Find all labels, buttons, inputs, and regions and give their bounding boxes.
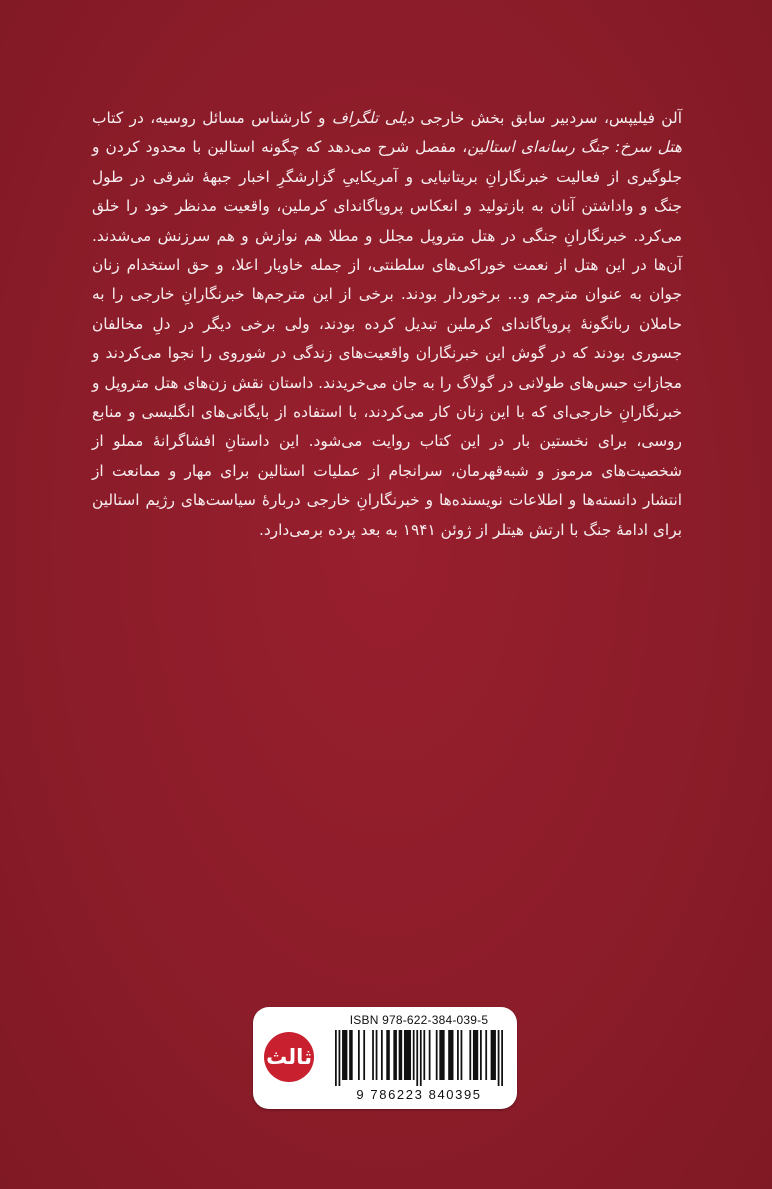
barcode-bar <box>473 1030 478 1080</box>
blurb-part-3: ، مفصل شرح می‌دهد که چگونه استالین با محدود کردن و جلوگیری از فعالیت خبرنگارانِ بریتانیایی و آمریکاییِ گزارشگرِ اخبار جبههٔ شرقی در طول جنگ و واداشتن آنان به بازتولید و انعکاس پروپاگاندای کرملین، واقعیت مدنظر خود را خلق می‌کرد. خبرنگارانِ جنگی در هتل متروپل مجلل و مطلا هم نوازش و هم سرزنش می‌شدند. آن‌ها در این هتل از نعمت خوراکی‌های سلطنتی، از جمله خاویار اعلا، و حق استخدام زنان جوان به عنوان مترجم و... برخوردار بودند. برخی از این مترجم‌ها خبرنگارانِ خارجی را به حاملان رباتگونهٔ پروپاگاندای کرملین تبدیل کرده بودند، ولی برخی دیگر در دلِ مخالفان جسوری بودند که در گوش این خبرنگاران واقعیت‌های زندگی در شوروی را نجوا می‌کردند و مجازاتِ حبس‌های طولانی در گولاگ را به جان می‌خریدند. داستان نقش زن‌های هتل متروپل و خبرنگارانِ خارجی‌ای که با این زنان کار می‌کردند، با استفاده از بایگانی‌های انگلیسی و منابع روسی، برای نخستین بار در این کتاب روایت می‌شود. این داستانِ افشاگرانهٔ مملو از شخصیت‌های مرموز و شبه‌قهرمان، سرانجام از عملیات استالین برای مهار و ممانعت از انتشار دانسته‌ها و اطلاعات نویسنده‌ها و خبرنگارانِ خارجی دربارهٔ سیاست‌های رژیم استالین برای ادامهٔ جنگ با ارتش هیتلر از ژوئن ۱۹۴۱ به بعد پرده برمی‌دارد. <box>92 138 682 539</box>
barcode-bar <box>498 1030 500 1086</box>
blurb-part-2: و کارشناس مسائل روسیه، در کتاب <box>92 109 332 127</box>
barcode-bar <box>480 1030 482 1080</box>
barcode-bar <box>358 1030 360 1080</box>
publisher-logo-icon <box>264 1032 314 1082</box>
barcode-digits: 9 786223 840395 <box>356 1087 482 1102</box>
barcode-bar <box>339 1030 341 1086</box>
book-title: هتل سرخ: جنگ رسانه‌ای استالین <box>467 138 683 157</box>
barcode-bar <box>439 1030 444 1080</box>
barcode-bar <box>386 1030 390 1080</box>
barcode-bar <box>372 1030 374 1080</box>
barcode-bar <box>501 1030 503 1086</box>
newspaper-name: دیلی تلگراف <box>331 109 414 127</box>
barcode-bar <box>423 1030 425 1080</box>
barcode-bar <box>349 1030 353 1080</box>
barcode-bar <box>420 1030 422 1086</box>
barcode-bar <box>335 1030 337 1086</box>
barcode-bar <box>363 1030 365 1080</box>
barcode-bar <box>457 1030 459 1080</box>
barcode-label <box>253 1007 517 1109</box>
barcode-bar <box>436 1030 438 1080</box>
barcode-bar <box>469 1030 471 1080</box>
barcode-bar <box>413 1030 415 1080</box>
barcode-bar <box>342 1030 347 1080</box>
isbn-number: ISBN 978-622-384-039-5 <box>349 1013 489 1027</box>
barcode-bar <box>485 1030 487 1080</box>
blurb-part-1: آلن فیلیپس، سردبیر سابق بخش خارجی <box>413 109 682 127</box>
barcode-bar <box>461 1030 463 1080</box>
barcode-bar <box>429 1030 431 1080</box>
barcode-bar <box>404 1030 411 1080</box>
barcode-bar <box>399 1030 403 1080</box>
barcode-bar <box>448 1030 453 1080</box>
barcode-bar <box>376 1030 378 1080</box>
barcode-bar <box>381 1030 383 1080</box>
publisher-logo-text: ثالث <box>266 1045 312 1069</box>
barcode-bar <box>416 1030 418 1086</box>
book-blurb <box>92 104 682 545</box>
barcode-bar <box>393 1030 397 1080</box>
barcode <box>335 1030 503 1086</box>
barcode-bar <box>491 1030 496 1080</box>
